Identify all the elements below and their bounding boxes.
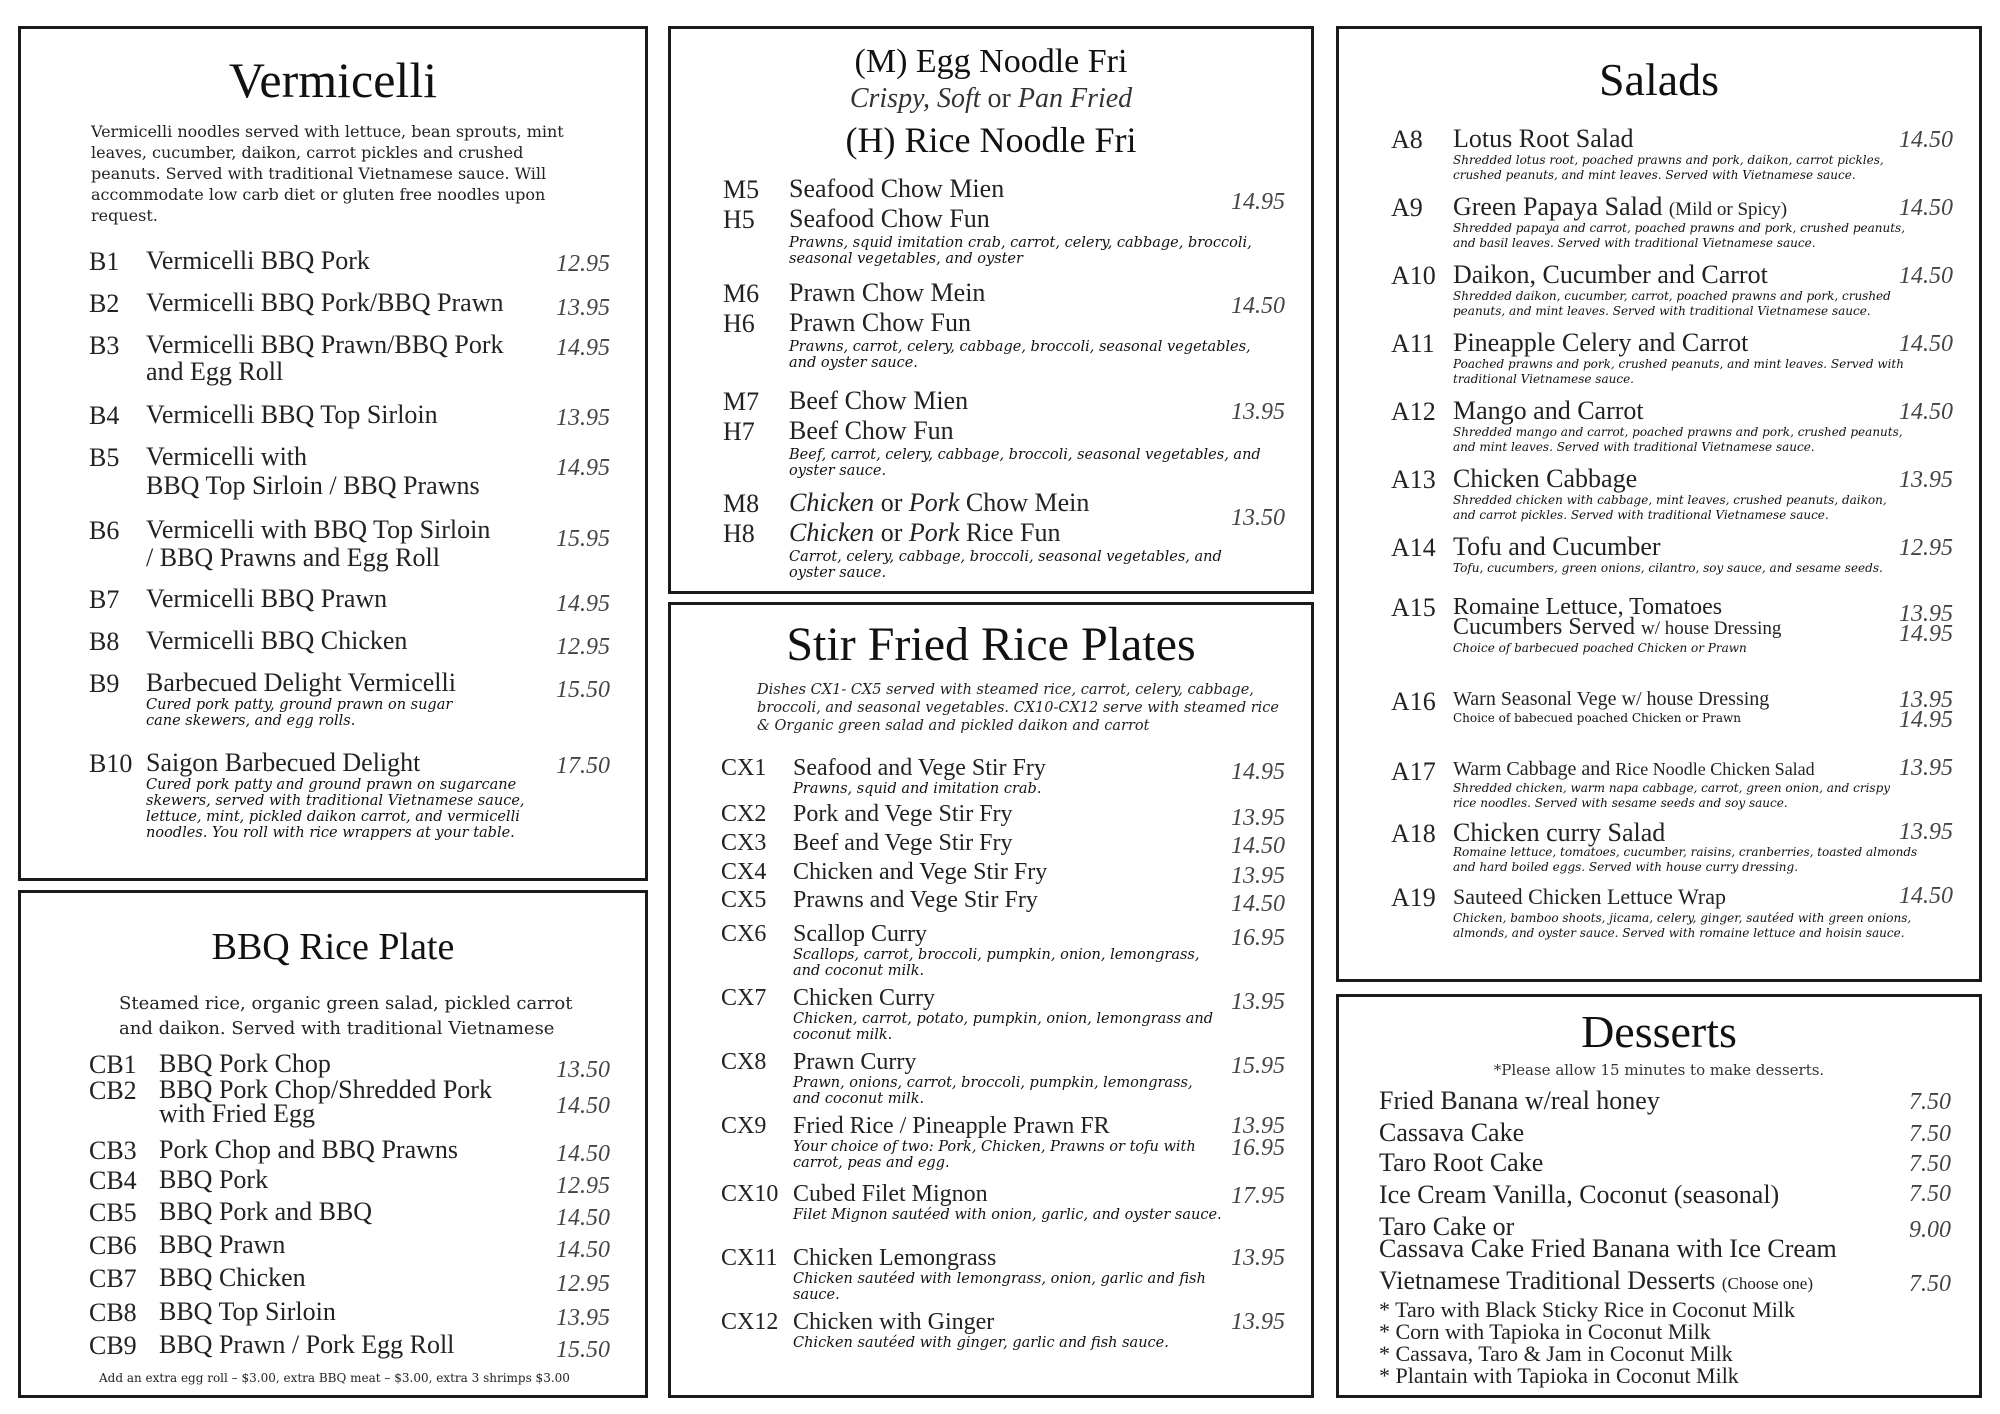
item-price: 14.50 <box>1899 399 1953 425</box>
section-subtitle <box>671 83 1311 115</box>
item-price-alt: 14.95 <box>1899 707 1953 733</box>
item-code: CX8 <box>721 1049 767 1075</box>
item-name: Seafood Chow Fun <box>789 204 990 233</box>
item-name <box>789 489 1089 517</box>
dessert-price: 7.50 <box>1909 1089 1951 1115</box>
subtitle-or: or <box>987 83 1011 114</box>
item-price: 14.95 <box>556 455 610 481</box>
item-price: 12.95 <box>556 1173 610 1199</box>
item-name: Beef Chow Fun <box>789 416 954 445</box>
item-description: Shredded mango and carrot, poached prawns and pork, crushed peanuts, and mint leaves. Served with traditional Vietnamese sauce. <box>1453 425 1903 454</box>
item-code: H5 <box>723 205 755 234</box>
item-price: 15.50 <box>556 677 610 703</box>
item-description: Prawns, carrot, celery, cabbage, broccoli, seasonal vegetables, and oyster sauce. <box>789 339 1251 371</box>
item-description: Cured pork patty and ground prawn on sugarcane skewers, served with traditional Vietnamese sauce, lettuce, mint, pickled daikon carrot, and vermicelli noodles. You roll with rice wrappers at your table. <box>146 777 525 841</box>
item-description: Chicken, bamboo shoots, jicama, celery, ginger, sautéed with green onions, almonds, and oyster sauce. Served with romaine lettuce and hoisin sauce. <box>1453 911 1912 940</box>
item-description: Prawns, squid and imitation crab. <box>793 781 1042 797</box>
item-price: 14.50 <box>556 1141 610 1167</box>
item-name: BBQ Pork Chop <box>159 1049 331 1078</box>
item-name-line2: and Egg Roll <box>146 357 284 386</box>
item-price: 12.95 <box>556 1271 610 1297</box>
item-name-line2 <box>1453 613 1781 643</box>
item-description: Choice of babecued poached Chicken or Prawn <box>1453 711 1741 725</box>
item-name: Seafood and Vege Stir Fry <box>793 755 1046 781</box>
item-name: Romaine Lettuce, Tomatoes <box>1453 594 1723 620</box>
item-description: Chicken sautéed with ginger, garlic and fish sauce. <box>793 1335 1169 1351</box>
item-name: Chicken with Ginger <box>793 1309 995 1335</box>
item-name: Vermicelli BBQ Chicken <box>146 626 408 655</box>
item-code: A8 <box>1391 125 1423 154</box>
item-code: A11 <box>1391 329 1435 358</box>
item-price: 14.95 <box>556 335 610 361</box>
item-code: CB5 <box>89 1198 137 1227</box>
item-code: CB7 <box>89 1264 137 1293</box>
vermicelli-section <box>18 26 648 881</box>
item-name: BBQ Pork Chop/Shredded Pork <box>159 1075 492 1104</box>
item-name: Pineapple Celery and Carrot <box>1453 328 1749 357</box>
dessert-name-line2: Cassava Cake Fried Banana with Ice Cream <box>1379 1234 1837 1263</box>
dessert-name: Ice Cream Vanilla, Coconut (seasonal) <box>1379 1180 1780 1209</box>
item-code: CB1 <box>89 1050 137 1079</box>
item-name: Prawn Chow Fun <box>789 308 972 337</box>
name-part: Rice Fun <box>959 518 1061 547</box>
desserts-note: *Please allow 15 minutes to make desserts. <box>1493 1061 1825 1079</box>
item-name: Prawn Chow Mein <box>789 278 986 307</box>
name-part: Pork <box>908 488 960 517</box>
name-extra: w/ house Dressing <box>1640 618 1782 639</box>
item-price-alt: 14.95 <box>1899 621 1953 647</box>
item-code: CB4 <box>89 1166 137 1195</box>
item-name: Seafood Chow Mien <box>789 174 1005 203</box>
item-code: A19 <box>1391 883 1436 912</box>
item-name: Prawn Curry <box>793 1049 917 1075</box>
item-name: Pork and Vege Stir Fry <box>793 801 1013 827</box>
item-name: Scallop Curry <box>793 921 927 947</box>
item-price: 17.95 <box>1231 1183 1285 1209</box>
item-name: Mango and Carrot <box>1453 396 1644 425</box>
dessert-option: * Plantain with Tapioka in Coconut Milk <box>1379 1363 1739 1388</box>
item-code: M6 <box>723 279 760 308</box>
item-name: Sauteed Chicken Lettuce Wrap <box>1453 884 1726 909</box>
item-name: Vermicelli with <box>146 442 308 471</box>
item-name: Vermicelli BBQ Pork/BBQ Prawn <box>146 288 504 317</box>
item-name: Pork Chop and BBQ Prawns <box>159 1135 459 1164</box>
item-price: 13.95 <box>1231 863 1285 889</box>
item-price: 14.50 <box>1899 331 1953 357</box>
dessert-price: 7.50 <box>1909 1121 1951 1147</box>
item-code: B2 <box>89 289 120 318</box>
item-price: 14.50 <box>1899 883 1953 909</box>
item-price: 13.50 <box>556 1057 610 1083</box>
dessert-option: * Corn with Tapioka in Coconut Milk <box>1379 1319 1711 1344</box>
item-name: Chicken curry Salad <box>1453 818 1666 847</box>
section-description: Dishes CX1- CX5 served with steamed rice, carrot, celery, cabbage, broccoli, and seasonal vegetables. CX10-CX12 serve with steamed rice & Organic green salad and pickled daikon and carrot <box>757 682 1280 734</box>
section-title: BBQ Rice Plate <box>211 926 455 968</box>
item-name: Barbecued Delight Vermicelli <box>146 668 456 697</box>
dessert-option: * Taro with Black Sticky Rice in Coconut Milk <box>1379 1297 1796 1322</box>
item-price: 14.50 <box>1899 263 1953 289</box>
item-code: CX9 <box>721 1113 767 1139</box>
item-code: A13 <box>1391 465 1436 494</box>
name-part: Chow Mein <box>959 488 1090 517</box>
item-name: Warn Seasonal Vege w/ house Dressing <box>1453 688 1770 710</box>
name-part: Green Papaya Salad <box>1453 192 1663 221</box>
item-description: Filet Mignon sautéed with onion, garlic, and oyster sauce. <box>793 1207 1222 1223</box>
item-description: Scallops, carrot, broccoli, pumpkin, onion, lemongrass, and coconut milk. <box>793 947 1200 979</box>
item-name: Vermicelli BBQ Prawn/BBQ Pork <box>146 330 504 359</box>
item-price: 14.50 <box>556 1205 610 1231</box>
item-description: Cured pork patty, ground prawn on sugar cane skewers, and egg rolls. <box>146 697 453 729</box>
item-name-line2: BBQ Top Sirloin / BBQ Prawns <box>146 471 480 500</box>
item-code: M8 <box>723 489 760 518</box>
item-price: 13.95 <box>1899 601 1953 627</box>
item-description: Chicken, carrot, potato, pumpkin, onion, lemongrass and coconut milk. <box>793 1011 1214 1043</box>
item-price: 12.95 <box>556 634 610 660</box>
item-description: Prawns, squid imitation crab, carrot, celery, cabbage, broccoli, seasonal vegetables, and oyster <box>789 235 1252 267</box>
item-price: 14.50 <box>556 1093 610 1119</box>
item-price: 14.95 <box>1231 759 1285 785</box>
item-price: 14.50 <box>1899 195 1953 221</box>
item-price: 14.95 <box>1231 189 1285 215</box>
name-extra: Rice Noodle Chicken Salad <box>1615 759 1815 779</box>
item-price: 13.95 <box>1899 467 1953 493</box>
item-price: 15.95 <box>1231 1053 1285 1079</box>
dessert-option: * Cassava, Taro & Jam in Coconut Milk <box>1379 1341 1733 1366</box>
section-description: Steamed rice, organic green salad, pickled carrot and daikon. Served with traditional Vietnamese <box>119 993 573 1039</box>
item-code: A12 <box>1391 397 1436 426</box>
name-part: Vietnamese Traditional Desserts <box>1379 1266 1716 1295</box>
name-part: Chicken <box>789 488 875 517</box>
item-name: BBQ Chicken <box>159 1263 306 1292</box>
dessert-price: 9.00 <box>1909 1217 1951 1243</box>
item-code: CX3 <box>721 830 767 856</box>
item-price: 14.50 <box>1899 127 1953 153</box>
item-code: H6 <box>723 309 755 338</box>
item-description: Shredded chicken, warm napa cabbage, carrot, green onion, and crispy rice noodles. Served with sesame seeds and soy sauce. <box>1453 781 1891 810</box>
subtitle-pan: Pan Fried <box>1017 83 1133 114</box>
item-code: B10 <box>89 749 133 778</box>
item-price: 14.50 <box>1231 891 1285 917</box>
noodle-fri-section <box>668 26 1314 594</box>
item-price: 13.95 <box>1231 1309 1285 1335</box>
item-name: Chicken Cabbage <box>1453 464 1638 493</box>
item-code: A16 <box>1391 687 1436 716</box>
dessert-price: 7.50 <box>1909 1181 1951 1207</box>
item-price: 13.95 <box>1899 819 1953 845</box>
item-price: 12.95 <box>556 251 610 277</box>
item-name: Daikon, Cucumber and Carrot <box>1453 260 1768 289</box>
item-code: A18 <box>1391 819 1436 848</box>
item-code: H8 <box>723 519 755 548</box>
item-price: 13.95 <box>1231 399 1285 425</box>
item-price: 13.95 <box>556 1305 610 1331</box>
item-name: Vermicelli BBQ Prawn <box>146 584 388 613</box>
section-description: Vermicelli noodles served with lettuce, bean sprouts, mint leaves, cucumber, daikon, carrot pickles and crushed peanuts. Served with traditional Vietnamese sauce. Will accommodate low carb diet or gluten free noodles upon request. <box>91 122 564 225</box>
item-price: 14.50 <box>556 1237 610 1263</box>
item-name: BBQ Prawn / Pork Egg Roll <box>159 1330 455 1359</box>
item-price: 14.50 <box>1231 833 1285 859</box>
section-title: Desserts <box>1581 1006 1737 1057</box>
item-code: B1 <box>89 247 120 276</box>
item-price: 13.95 <box>1899 687 1953 713</box>
item-name: Cubed Filet Mignon <box>793 1181 988 1207</box>
name-part: Pork <box>908 518 960 547</box>
item-code: A10 <box>1391 261 1436 290</box>
item-code: B3 <box>89 331 120 360</box>
item-name: Beef Chow Mien <box>789 386 969 415</box>
item-price: 15.95 <box>556 526 610 552</box>
item-price: 12.95 <box>1899 535 1953 561</box>
name-part: Warm Cabbage and <box>1453 758 1611 780</box>
item-name: Vermicelli BBQ Top Sirloin <box>146 400 438 429</box>
item-description: Carrot, celery, cabbage, broccoli, seasonal vegetables, and oyster sauce. <box>789 549 1222 581</box>
item-code: A17 <box>1391 757 1436 786</box>
item-description: Romaine lettuce, tomatoes, cucumber, raisins, cranberries, toasted almonds and hard boiled eggs. Served with house curry dressing. <box>1453 845 1918 874</box>
name-extra: (Choose one) <box>1721 1274 1814 1293</box>
name-part: or <box>874 518 909 547</box>
item-name: Chicken Curry <box>793 985 935 1011</box>
item-code: B6 <box>89 516 120 545</box>
item-name: Vermicelli BBQ Pork <box>146 246 370 275</box>
item-description: Beef, carrot, celery, cabbage, broccoli, seasonal vegetables, and oyster sauce. <box>789 447 1261 479</box>
item-price: 14.50 <box>1231 293 1285 319</box>
item-code: CB8 <box>89 1298 137 1327</box>
item-code: CX12 <box>721 1309 779 1335</box>
bbq-rice-plate-section <box>18 890 648 1398</box>
item-description: Shredded chicken with cabbage, mint leaves, crushed peanuts, daikon, and carrot pickles. Served with traditional Vietnamese sauce. <box>1453 493 1887 522</box>
item-description: Shredded daikon, cucumber, carrot, poached prawns and pork, crushed peanuts, and mint leaves. Served with traditional Vietnamese sauce. <box>1453 289 1891 318</box>
name-extra: (Mild or Spicy) <box>1668 199 1788 220</box>
item-name: Chicken Lemongrass <box>793 1245 997 1271</box>
item-price: 17.50 <box>556 753 610 779</box>
item-code: CX10 <box>721 1181 779 1207</box>
item-price: 13.95 <box>1231 989 1285 1015</box>
item-description: Poached prawns and pork, crushed peanuts, and mint leaves. Served with traditional Vietnamese sauce. <box>1453 357 1904 386</box>
item-code: A9 <box>1391 193 1423 222</box>
item-name: BBQ Prawn <box>159 1230 286 1259</box>
item-code: CB2 <box>89 1076 137 1105</box>
item-name <box>1453 193 1787 224</box>
item-code: A15 <box>1391 593 1436 622</box>
stir-fried-section <box>668 602 1314 1398</box>
item-name-line2: / BBQ Prawns and Egg Roll <box>146 543 440 572</box>
salads-section <box>1336 26 1982 982</box>
dessert-name <box>1379 1267 1813 1298</box>
item-description: Your choice of two: Pork, Chicken, Prawns or tofu with carrot, peas and egg. <box>793 1139 1196 1171</box>
item-name <box>1453 755 1815 783</box>
item-code: CX11 <box>721 1245 778 1271</box>
name-part: Cucumbers Served <box>1453 614 1635 640</box>
item-name: BBQ Top Sirloin <box>159 1297 336 1326</box>
item-code: B4 <box>89 401 120 430</box>
item-name: Prawns and Vege Stir Fry <box>793 887 1038 913</box>
item-code: CX4 <box>721 859 767 885</box>
dessert-name: Cassava Cake <box>1379 1118 1525 1147</box>
item-code: CX1 <box>721 755 767 781</box>
section-title: (M) Egg Noodle Fri <box>854 43 1128 80</box>
item-name <box>789 519 1061 547</box>
item-name: Fried Rice / Pineapple Prawn FR <box>793 1113 1110 1139</box>
item-name: BBQ Pork and BBQ <box>159 1197 373 1226</box>
item-price: 13.95 <box>1231 1245 1285 1271</box>
item-name: Vermicelli with BBQ Top Sirloin <box>146 515 491 544</box>
item-price: 14.95 <box>556 591 610 617</box>
dessert-name: Fried Banana w/real honey <box>1379 1086 1660 1115</box>
item-name: Beef and Vege Stir Fry <box>793 830 1013 856</box>
dessert-price: 7.50 <box>1909 1151 1951 1177</box>
item-price-alt: 16.95 <box>1231 1135 1285 1161</box>
section-title: Salads <box>1598 54 1720 105</box>
item-price: 13.95 <box>1231 805 1285 831</box>
item-name-line2: with Fried Egg <box>159 1099 315 1128</box>
dessert-name: Taro Root Cake <box>1379 1148 1544 1177</box>
item-price: 13.95 <box>1899 755 1953 781</box>
item-code: A14 <box>1391 533 1436 562</box>
item-name: Chicken and Vege Stir Fry <box>793 859 1048 885</box>
item-price: 13.50 <box>1231 505 1285 531</box>
item-code: B9 <box>89 669 120 698</box>
subtitle-soft: Soft <box>936 83 981 114</box>
desserts-section <box>1336 994 1982 1398</box>
section-title: Vermicelli <box>228 52 438 108</box>
item-code: B5 <box>89 443 120 472</box>
item-price: 13.95 <box>556 295 610 321</box>
item-description: Tofu, cucumbers, green onions, cilantro, soy sauce, and sesame seeds. <box>1453 561 1883 575</box>
item-name: Lotus Root Salad <box>1453 124 1634 153</box>
item-description: Prawn, onions, carrot, broccoli, pumpkin, lemongrass, and coconut milk. <box>793 1075 1193 1107</box>
item-price: 13.95 <box>1231 1113 1285 1139</box>
item-code: B7 <box>89 585 120 614</box>
item-description: Shredded lotus root, poached prawns and pork, daikon, carrot pickles, crushed peanuts, and mint leaves. Served with Vietnamese sauce. <box>1453 153 1884 182</box>
section-title-2: (H) Rice Noodle Fri <box>845 120 1137 160</box>
item-code: CX7 <box>721 985 767 1011</box>
item-code: CX6 <box>721 921 767 947</box>
name-part: Chicken <box>789 518 875 547</box>
item-name: Saigon Barbecued Delight <box>146 748 421 777</box>
item-code: CX2 <box>721 801 767 827</box>
item-code: H7 <box>723 417 755 446</box>
extras-note: Add an extra egg roll – $3.00, extra BBQ meat – $3.00, extra 3 shrimps $3.00 <box>99 1371 570 1385</box>
item-code: CB9 <box>89 1331 137 1360</box>
item-description: Chicken sautéed with lemongrass, onion, garlic and fish sauce. <box>793 1271 1206 1303</box>
item-name: BBQ Pork <box>159 1165 269 1194</box>
dessert-price: 7.50 <box>1909 1271 1951 1297</box>
item-description: Shredded papaya and carrot, poached prawns and pork, crushed peanuts, and basil leaves. Served with traditional Vietnamese sauce. <box>1453 221 1906 250</box>
item-code: CB6 <box>89 1231 137 1260</box>
name-part: or <box>874 488 909 517</box>
item-code: CB3 <box>89 1136 137 1165</box>
dessert-name: Taro Cake or <box>1379 1212 1515 1241</box>
item-code: M7 <box>723 387 760 416</box>
item-code: B8 <box>89 627 120 656</box>
item-code: M5 <box>723 175 760 204</box>
item-name: Tofu and Cucumber <box>1453 532 1661 561</box>
item-price: 16.95 <box>1231 925 1285 951</box>
section-title: Stir Fried Rice Plates <box>786 618 1196 671</box>
item-price: 13.95 <box>556 405 610 431</box>
item-price: 15.50 <box>556 1337 610 1363</box>
subtitle-crispy: Crispy, <box>849 83 930 114</box>
item-description: Choice of barbecued poached Chicken or Prawn <box>1453 641 1747 655</box>
item-code: CX5 <box>721 887 767 913</box>
